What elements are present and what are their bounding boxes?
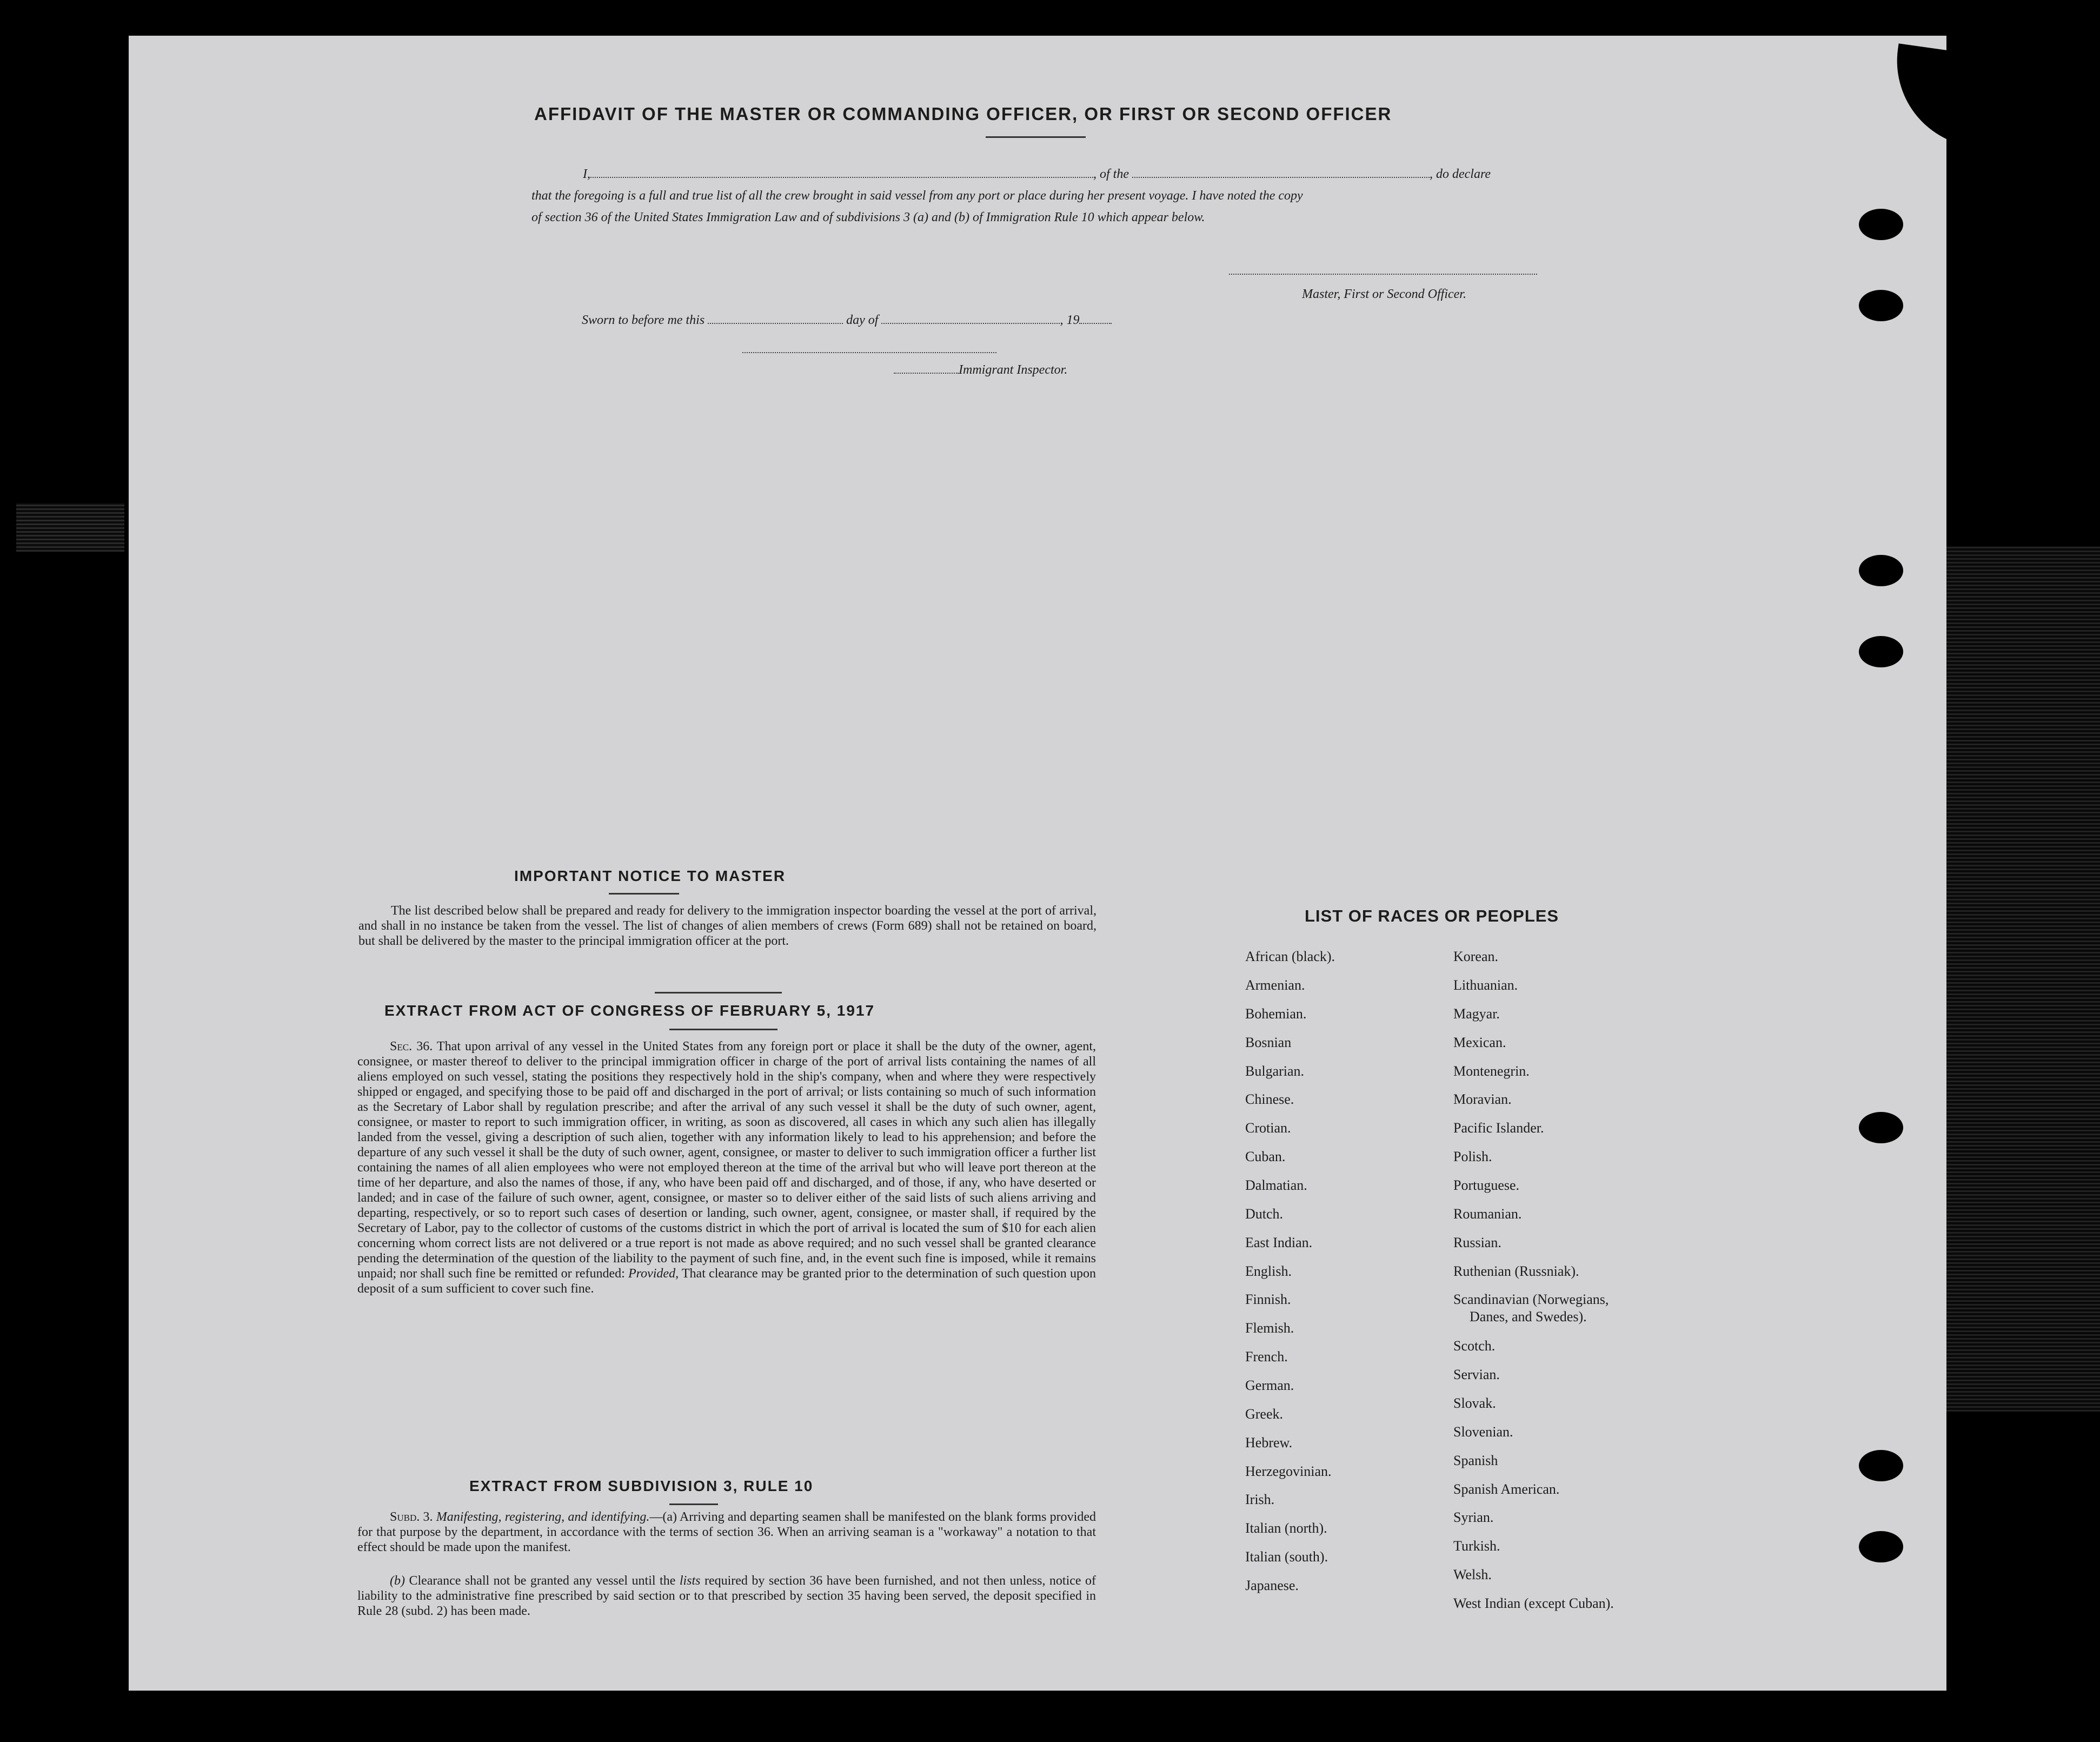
race-item: Turkish. xyxy=(1453,1538,1500,1554)
race-item: Slovenian. xyxy=(1453,1424,1513,1440)
affidavit-line-3: of section 36 of the United States Immigration Law and of subdivisions 3 (a) and (b) of Immigration Rule 10 which appear below. xyxy=(531,210,1205,224)
race-item: Polish. xyxy=(1453,1149,1492,1164)
race-item: Servian. xyxy=(1453,1367,1500,1382)
notice-title-rule xyxy=(609,893,679,895)
affidavit-line-2: that the foregoing is a full and true list of all the crew brought in said vessel from any port or place during her present voyage. I have noted the copy xyxy=(531,189,1303,203)
notice-title: IMPORTANT NOTICE TO MASTER xyxy=(514,867,786,884)
race-item: Magyar. xyxy=(1453,1006,1500,1022)
race-item: Ruthenian (Russniak). xyxy=(1453,1263,1579,1279)
document-page xyxy=(129,36,1946,1691)
race-item: English. xyxy=(1245,1263,1292,1279)
inspector-line: Immigrant Inspector. xyxy=(894,360,1067,380)
race-item: Herzegovinian. xyxy=(1245,1463,1332,1479)
race-item: Syrian. xyxy=(1453,1509,1494,1525)
race-item: Cuban. xyxy=(1245,1149,1286,1164)
race-item: Finnish. xyxy=(1245,1291,1291,1307)
race-item: Italian (north). xyxy=(1245,1520,1327,1536)
act-title-rule xyxy=(669,1029,777,1030)
race-item: Irish. xyxy=(1245,1492,1275,1507)
sworn-line: Sworn to before me this day of , 19 xyxy=(582,310,1112,330)
name-blank[interactable] xyxy=(590,177,1093,178)
race-item: Scandinavian (Norwegians, xyxy=(1453,1291,1609,1307)
punch-hole xyxy=(1859,1531,1903,1562)
race-item: Bohemian. xyxy=(1245,1006,1307,1022)
race-item: Japanese. xyxy=(1245,1578,1299,1593)
act-body: Sec. 36. That upon arrival of any vessel in the United States from any foreign port or place it shall be the duty of the owner, agent, consignee, or master thereof to deliver to the principal immigration officer in charge of the port of arrival lists containing the names of all aliens employed on such vessel, stating the positions they respectively hold in the ship's company, when and where they were respectively shipped or engaged, and specifying those to be paid off and discharged in the port of arrival; or lists containing so much of such information as the Secretary of Labor shall by regulation prescribe; and after the arrival of any such vessel it shall be the duty of such owner, agent, consignee, or master to report to such immigration officer, in writing, as soon as discovered, all cases in which any such alien has illegally landed from the vessel, giving a description of such alien, together with any information likely to lead to his apprehension; and before the departure of any such vessel it shall be the duty of such owner, agent, consignee, or master to deliver to such immigration officer a further list containing the names of all alien employees who were not employed thereon at the time of the arrival but who will leave port thereon at the time of her departure, and also the names of those, if any, who have been paid off and discharged, and of those, if any, who have deserted or landed; and in case of the failure of such owner, agent, consignee, or master so to deliver either of the said lists of such aliens arriving and departing, respectively, or so to report such cases of desertion or landing, such owner, agent, consignee, or master shall, if required by the Secretary of Labor, pay to the collector of customs of the customs district in which the port of arrival is located the sum of $10 for each alien concerning whom correct lists are not delivered or a true report is not made as above required; and no such vessel shall be granted clearance pending the determination of the question of the liability to the payment of such fine, and, in the event such fine is imposed, while it remains unpaid; nor shall such fine be remitted or refunded: Provided, That clearance may be granted prior to the determination of such question upon deposit of a sum sufficient to cover such fine. xyxy=(357,1039,1096,1296)
race-item: Italian (south). xyxy=(1245,1549,1328,1565)
race-item: Moravian. xyxy=(1453,1091,1512,1107)
race-item: French. xyxy=(1245,1349,1288,1365)
punch-hole xyxy=(1859,1112,1903,1143)
punch-hole xyxy=(1859,1450,1903,1481)
day-blank[interactable] xyxy=(708,323,843,324)
race-item: Montenegrin. xyxy=(1453,1063,1530,1079)
race-item: Chinese. xyxy=(1245,1091,1294,1107)
race-item: West Indian (except Cuban). xyxy=(1453,1595,1614,1611)
signature-label: Master, First or Second Officer. xyxy=(1302,287,1466,301)
scan-artifact-left xyxy=(16,503,124,552)
race-item: Portuguese. xyxy=(1453,1177,1520,1193)
race-item: Dalmatian. xyxy=(1245,1177,1307,1193)
race-item: Crotian. xyxy=(1245,1120,1291,1136)
races-title: LIST OF RACES OR PEOPLES xyxy=(1305,906,1559,925)
affidavit-title: AFFIDAVIT OF THE MASTER OR COMMANDING OFFICER, OR FIRST OR SECOND OFFICER xyxy=(534,104,1392,124)
race-item: Slovak. xyxy=(1453,1395,1496,1411)
race-item: Welsh. xyxy=(1453,1567,1492,1582)
torn-corner xyxy=(1886,43,2100,163)
notice-body: The list described below shall be prepared and ready for delivery to the immigration inspector boarding the vessel at the port of arrival, and shall in no instance be taken from the vessel. The list of changes of alien members of crews (Form 689) shall not be retained on board, but shall be delivered by the master to the principal immigration officer at the port. xyxy=(358,904,1096,948)
affidavit-line-1: I, , of the , do declare xyxy=(583,167,1491,181)
rule-title-rule xyxy=(669,1503,718,1505)
punch-hole xyxy=(1859,636,1903,667)
race-item: German. xyxy=(1245,1377,1294,1393)
act-title: EXTRACT FROM ACT OF CONGRESS OF FEBRUARY 5, 1917 xyxy=(384,1002,875,1019)
race-item: Bosnian xyxy=(1245,1035,1292,1050)
race-item: Spanish American. xyxy=(1453,1481,1560,1497)
vessel-blank[interactable] xyxy=(1132,177,1430,178)
race-item: Flemish. xyxy=(1245,1320,1294,1336)
inspector-leader xyxy=(894,373,959,374)
race-item: Armenian. xyxy=(1245,977,1305,993)
punch-hole xyxy=(1859,290,1903,321)
race-item: Hebrew. xyxy=(1245,1435,1293,1450)
inspector-signature-blank[interactable] xyxy=(742,352,996,353)
race-item: Bulgarian. xyxy=(1245,1063,1305,1079)
race-item: Spanish xyxy=(1453,1453,1498,1468)
race-item: Korean. xyxy=(1453,949,1499,964)
notice-divider xyxy=(655,992,782,993)
rule-subd-3: Subd. 3. Manifesting, registering, and identifying.—(a) Arriving and departing seamen shall be manifested on the blank forms provided for that purpose by the department, in accordance with the terms of section 36. When an arriving seaman is a "workaway" a notation to that effect should be made upon the manifest. xyxy=(357,1510,1096,1554)
race-item: Roumanian. xyxy=(1453,1206,1522,1222)
affidavit-title-rule xyxy=(986,136,1086,138)
race-item: Dutch. xyxy=(1245,1206,1284,1222)
race-item: Lithuanian. xyxy=(1453,977,1518,993)
race-item: Greek. xyxy=(1245,1406,1284,1422)
year-blank[interactable] xyxy=(1079,323,1112,324)
rule-title: EXTRACT FROM SUBDIVISION 3, RULE 10 xyxy=(469,1478,814,1494)
signature-blank[interactable] xyxy=(1229,274,1537,275)
month-blank[interactable] xyxy=(881,323,1060,324)
rule-subd-b: (b) Clearance shall not be granted any vessel until the lists required by section 36 have been furnished, and not then unless, notice of liability to the administrative fine prescribed by said section or to that prescribed by section 35 having been served, the deposit specified in Rule 28 (subd. 2) has been made. xyxy=(357,1574,1096,1618)
race-item: African (black). xyxy=(1245,949,1335,964)
race-item: East Indian. xyxy=(1245,1235,1313,1250)
race-item: Pacific Islander. xyxy=(1453,1120,1544,1136)
race-item: Mexican. xyxy=(1453,1035,1506,1050)
punch-hole xyxy=(1859,555,1903,586)
race-item: Russian. xyxy=(1453,1235,1501,1250)
punch-hole xyxy=(1859,209,1903,240)
race-item: Danes, and Swedes). xyxy=(1470,1309,1587,1324)
race-item: Scotch. xyxy=(1453,1338,1496,1354)
